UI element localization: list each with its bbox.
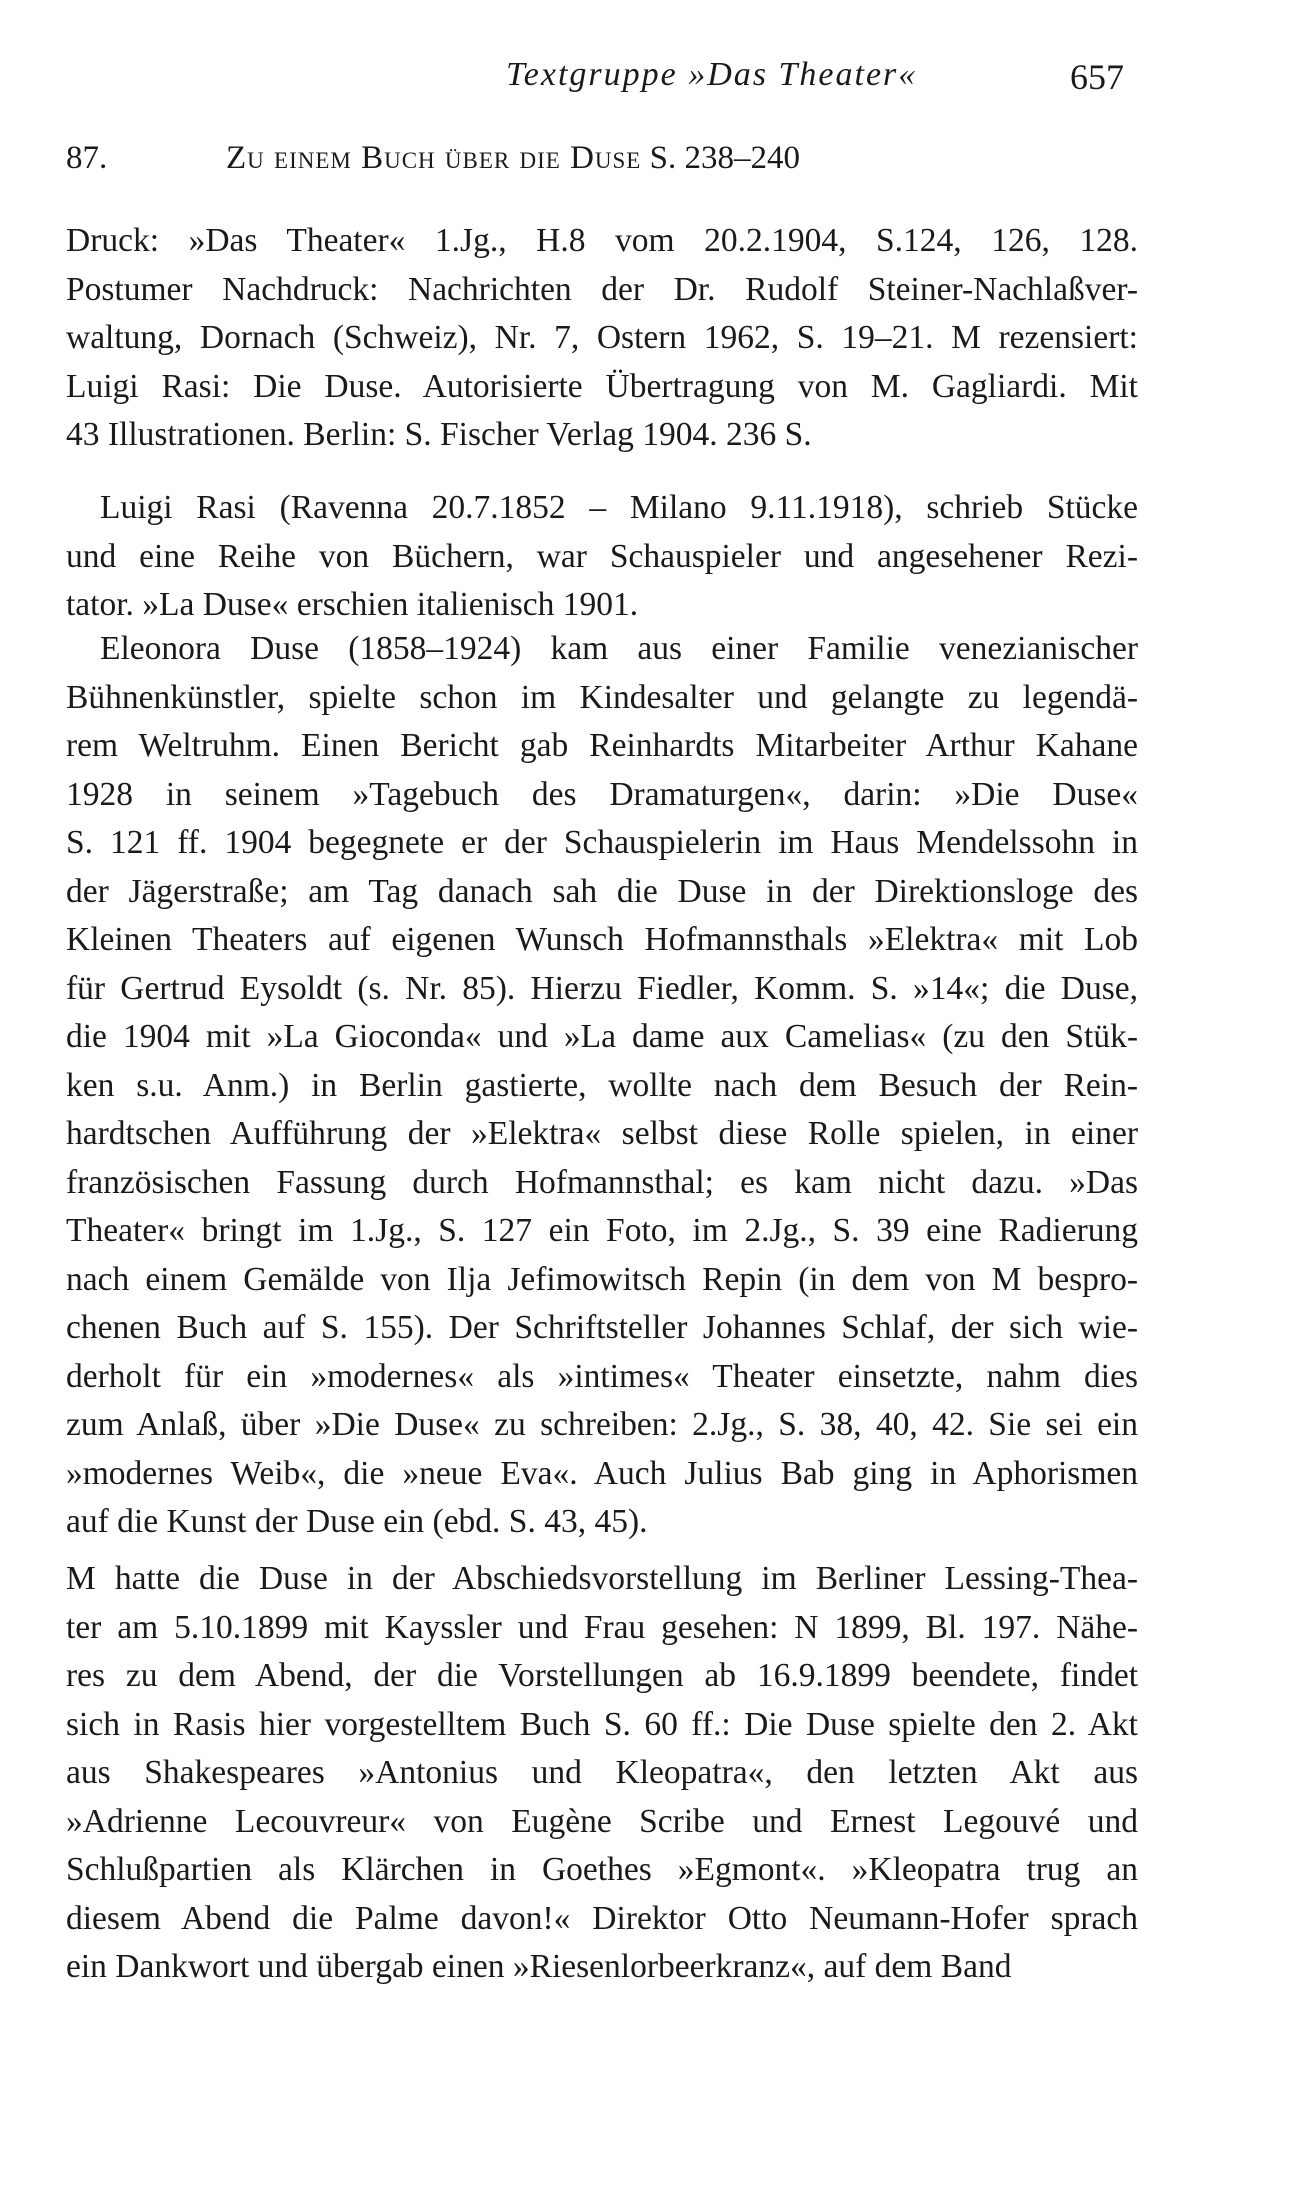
text-line: die 1904 mit »La Gioconda« und »La dame aux Camelias« (zu den Stük- — [66, 1018, 1138, 1055]
text-line: rem Weltruhm. Einen Bericht gab Reinhardts Mitarbeiter Arthur Kahane — [66, 727, 1138, 764]
entry-title: Zu einem Buch über die Duse — [226, 140, 642, 176]
text-line: M hatte die Duse in der Abschiedsvorstellung im Berliner Lessing-Thea- — [66, 1560, 1138, 1597]
text-line: der Jägerstraße; am Tag danach sah die Duse in der Direktionsloge des — [66, 872, 1138, 910]
text-line: res zu dem Abend, der die Vorstellungen ab 16.9.1899 beendete, findet — [66, 1657, 1138, 1694]
text-line: ken s.u. Anm.) in Berlin gastierte, wollte nach dem Besuch der Rein- — [66, 1066, 1138, 1104]
entry-heading — [66, 140, 800, 177]
text-line: auf die Kunst der Duse ein (ebd. S. 43, 45). — [66, 1503, 648, 1540]
text-line: für Gertrud Eysoldt (s. Nr. 85). Hierzu Fiedler, Komm. S. »14«; die Duse, — [66, 969, 1138, 1007]
entry-pages: S. 238–240 — [649, 140, 800, 176]
duse-paragraph — [66, 625, 1138, 1547]
text-line: tator. »La Duse« erschien italienisch 1901. — [66, 586, 639, 623]
text-line: 43 Illustrationen. Berlin: S. Fischer Verlag 1904. 236 S. — [66, 416, 812, 453]
text-line: Eleonora Duse (1858–1924) kam aus einer Familie venezianischer — [100, 630, 1138, 667]
text-line: S. 121 ff. 1904 begegnete er der Schauspielerin im Haus Mendelssohn in — [66, 824, 1138, 861]
running-head-title: Textgruppe »Das Theater« — [506, 56, 918, 93]
text-line: waltung, Dornach (Schweiz), Nr. 7, Ostern 1962, S. 19–21. M rezensiert: — [66, 319, 1138, 356]
text-line: hardtschen Aufführung der »Elektra« selbst diese Rolle spielen, in einer — [66, 1115, 1138, 1152]
print-info-paragraph — [66, 217, 1138, 460]
text-line: Luigi Rasi: Die Duse. Autorisierte Übertragung von M. Gagliardi. Mit — [66, 367, 1138, 405]
text-line: 1928 in seinem »Tagebuch des Dramaturgen«, darin: »Die Duse« — [66, 775, 1138, 813]
text-line: Luigi Rasi (Ravenna 20.7.1852 – Milano 9.11.1918), schrieb Stücke — [100, 489, 1138, 526]
text-line: ein Dankwort und übergab einen »Riesenlorbeerkranz«, auf dem Band — [66, 1948, 1012, 1985]
text-line: »modernes Weib«, die »neue Eva«. Auch Julius Bab ging in Aphorismen — [66, 1454, 1138, 1492]
text-line: und eine Reihe von Büchern, war Schauspieler und angesehener Rezi- — [66, 537, 1138, 575]
text-line: französischen Fassung durch Hofmannsthal; es kam nicht dazu. »Das — [66, 1163, 1138, 1201]
text-line: aus Shakespeares »Antonius und Kleopatra«, den letzten Akt aus — [66, 1754, 1138, 1791]
text-line: Schlußpartien als Klärchen in Goethes »Egmont«. »Kleopatra trug an — [66, 1851, 1138, 1888]
running-head — [0, 56, 1309, 106]
text-line: Kleinen Theaters auf eigenen Wunsch Hofmannsthals »Elektra« mit Lob — [66, 921, 1138, 958]
text-line: nach einem Gemälde von Ilja Jefimowitsch Repin (in dem von M bespro- — [66, 1260, 1138, 1298]
text-line: diesem Abend die Palme davon!« Direktor Otto Neumann-Hofer sprach — [66, 1899, 1138, 1937]
text-line: Druck: »Das Theater« 1.Jg., H.8 vom 20.2.1904, S.124, 126, 128. — [66, 222, 1138, 259]
text-line: Bühnenkünstler, spielte schon im Kindesalter und gelangte zu legendä- — [66, 678, 1138, 716]
entry-number: 87. — [66, 140, 108, 176]
rasi-paragraph — [66, 484, 1138, 630]
farewell-performance-paragraph — [66, 1555, 1138, 1992]
text-line: zum Anlaß, über »Die Duse« zu schreiben: 2.Jg., S. 38, 40, 42. Sie sei ein — [66, 1406, 1138, 1443]
text-line: »Adrienne Lecouvreur« von Eugène Scribe und Ernest Legouvé und — [66, 1802, 1138, 1840]
text-line: ter am 5.10.1899 mit Kayssler und Frau gesehen: N 1899, Bl. 197. Nähe- — [66, 1608, 1138, 1646]
text-line: sich in Rasis hier vorgestelltem Buch S. 60 ff.: Die Duse spielte den 2. Akt — [66, 1705, 1138, 1743]
text-line: Postumer Nachdruck: Nachrichten der Dr. Rudolf Steiner-Nachlaßver- — [66, 270, 1138, 308]
text-line: chenen Buch auf S. 155). Der Schriftsteller Johannes Schlaf, der sich wie- — [66, 1309, 1138, 1346]
text-line: Theater« bringt im 1.Jg., S. 127 ein Foto, im 2.Jg., S. 39 eine Radierung — [66, 1212, 1138, 1249]
text-line: derholt für ein »modernes« als »intimes« Theater einsetzte, nahm dies — [66, 1357, 1138, 1395]
page-number: 657 — [1070, 57, 1124, 97]
